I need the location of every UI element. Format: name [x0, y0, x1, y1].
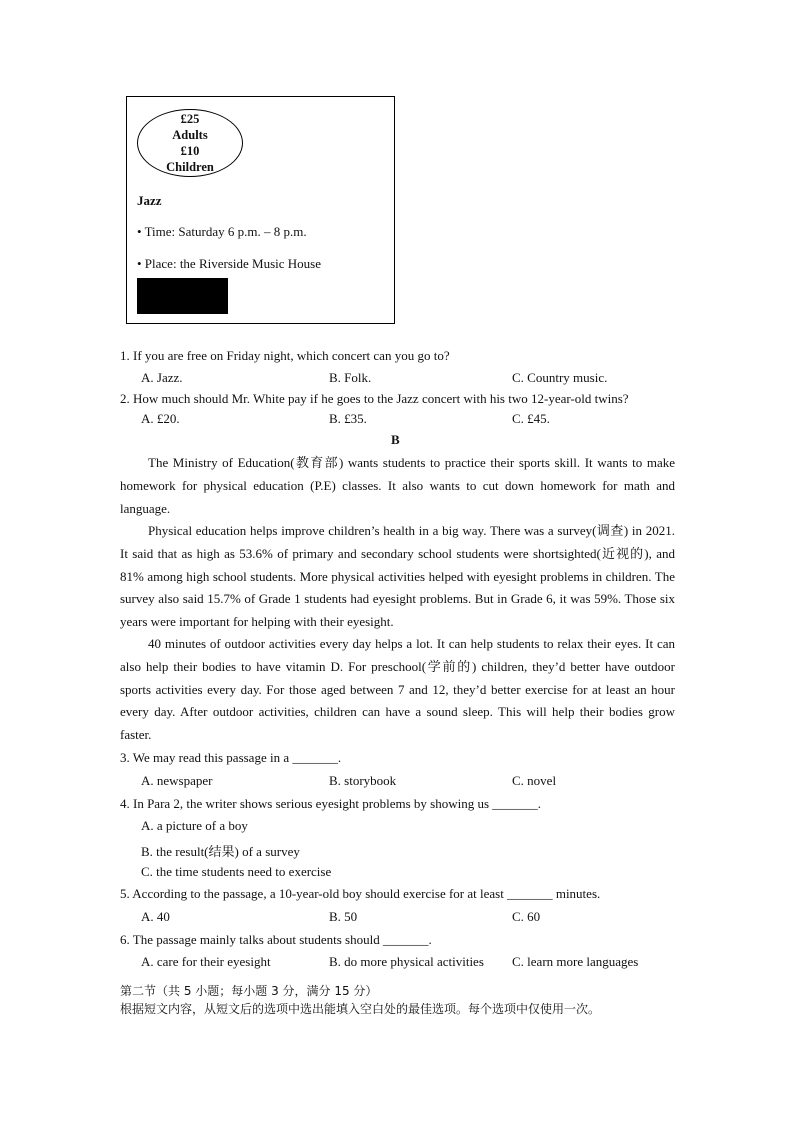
adult-label: Adults — [172, 128, 208, 142]
price-adult: £25 — [180, 112, 200, 126]
question-3: 3. We may read this passage in a _______. — [120, 750, 342, 765]
q6-option-a: A. care for their eyesight — [141, 954, 271, 969]
q3-option-b: B. storybook — [329, 773, 397, 788]
poster-time: • Time: Saturday 6 p.m. – 8 p.m. — [137, 224, 307, 239]
section-2-instruction: 根据短文内容，从短文后的选项中选出能填入空白处的最佳选项。每个选项中仅使用一次。 — [120, 1002, 601, 1016]
passage-paragraph-3: 40 minutes of outdoor activities every day helps a lot. It can help students to relax their eyes. It can also help their bodies to have vitamin D. For preschool(学前的) children, they’d better have outdoor sports activities every day. For those aged between 7 and 12, they’d better exercise for at least an hour every day. After outdoor activities, children can have a sound sleep. This will help their bodies grow faster. — [120, 636, 675, 743]
q1-option-b: B. Folk. — [329, 370, 372, 385]
q5-option-b: B. 50 — [329, 909, 358, 924]
redacted-box — [137, 278, 228, 314]
passage-paragraph-2: Physical education helps improve children’s health in a big way. There was a survey(调查) in 2021. It said that as high as 53.6% of primary and secondary school students were shortsighted(近视的), and 81% among high school students. More physical activities helped with eyesight problems in children. The survey also said 15.7% of Grade 1 students had eyesight problems. But in Grade 6, it was 59%. Those six years were important for helping with their eyesight. — [120, 523, 675, 630]
poster-title: Jazz — [137, 193, 162, 208]
q5-option-a: A. 40 — [141, 909, 170, 924]
question-1: 1. If you are free on Friday night, which concert can you go to? — [120, 348, 450, 363]
q6-option-c: C. learn more languages — [512, 954, 639, 969]
child-label: Children — [166, 160, 214, 174]
poster-place: • Place: the Riverside Music House — [137, 256, 321, 271]
passage-paragraph-1: The Ministry of Education(教育部) wants students to practice their sports skill. It wants to make homework for physical education (P.E) classes. It also wants to cut down homework for math and language. — [120, 455, 675, 516]
question-4: 4. In Para 2, the writer shows serious eyesight problems by showing us _______. — [120, 796, 542, 811]
q2-option-a: A. £20. — [141, 411, 180, 426]
q4-option-b: B. the result(结果) of a survey — [141, 844, 300, 859]
question-2: 2. How much should Mr. White pay if he goes to the Jazz concert with his two 12-year-old twins? — [120, 391, 629, 406]
q1-option-a: A. Jazz. — [141, 370, 183, 385]
price-child: £10 — [180, 144, 200, 158]
q4-option-a: A. a picture of a boy — [141, 818, 248, 833]
q5-option-c: C. 60 — [512, 909, 541, 924]
question-5: 5. According to the passage, a 10-year-old boy should exercise for at least _______ minutes. — [120, 886, 601, 901]
q2-option-c: C. £45. — [512, 411, 550, 426]
q6-option-b: B. do more physical activities — [329, 954, 484, 969]
q3-option-c: C. novel — [512, 773, 557, 788]
q1-option-c: C. Country music. — [512, 370, 608, 385]
q3-option-a: A. newspaper — [141, 773, 213, 788]
concert-poster — [126, 96, 395, 324]
section-b-heading: B — [391, 432, 400, 447]
question-6: 6. The passage mainly talks about students should _______. — [120, 932, 432, 947]
section-2-heading: 第二节（共 5 小题；每小题 3 分，满分 15 分） — [120, 984, 378, 998]
q4-option-c: C. the time students need to exercise — [141, 864, 332, 879]
q2-option-b: B. £35. — [329, 411, 367, 426]
price-ellipse — [137, 109, 243, 177]
